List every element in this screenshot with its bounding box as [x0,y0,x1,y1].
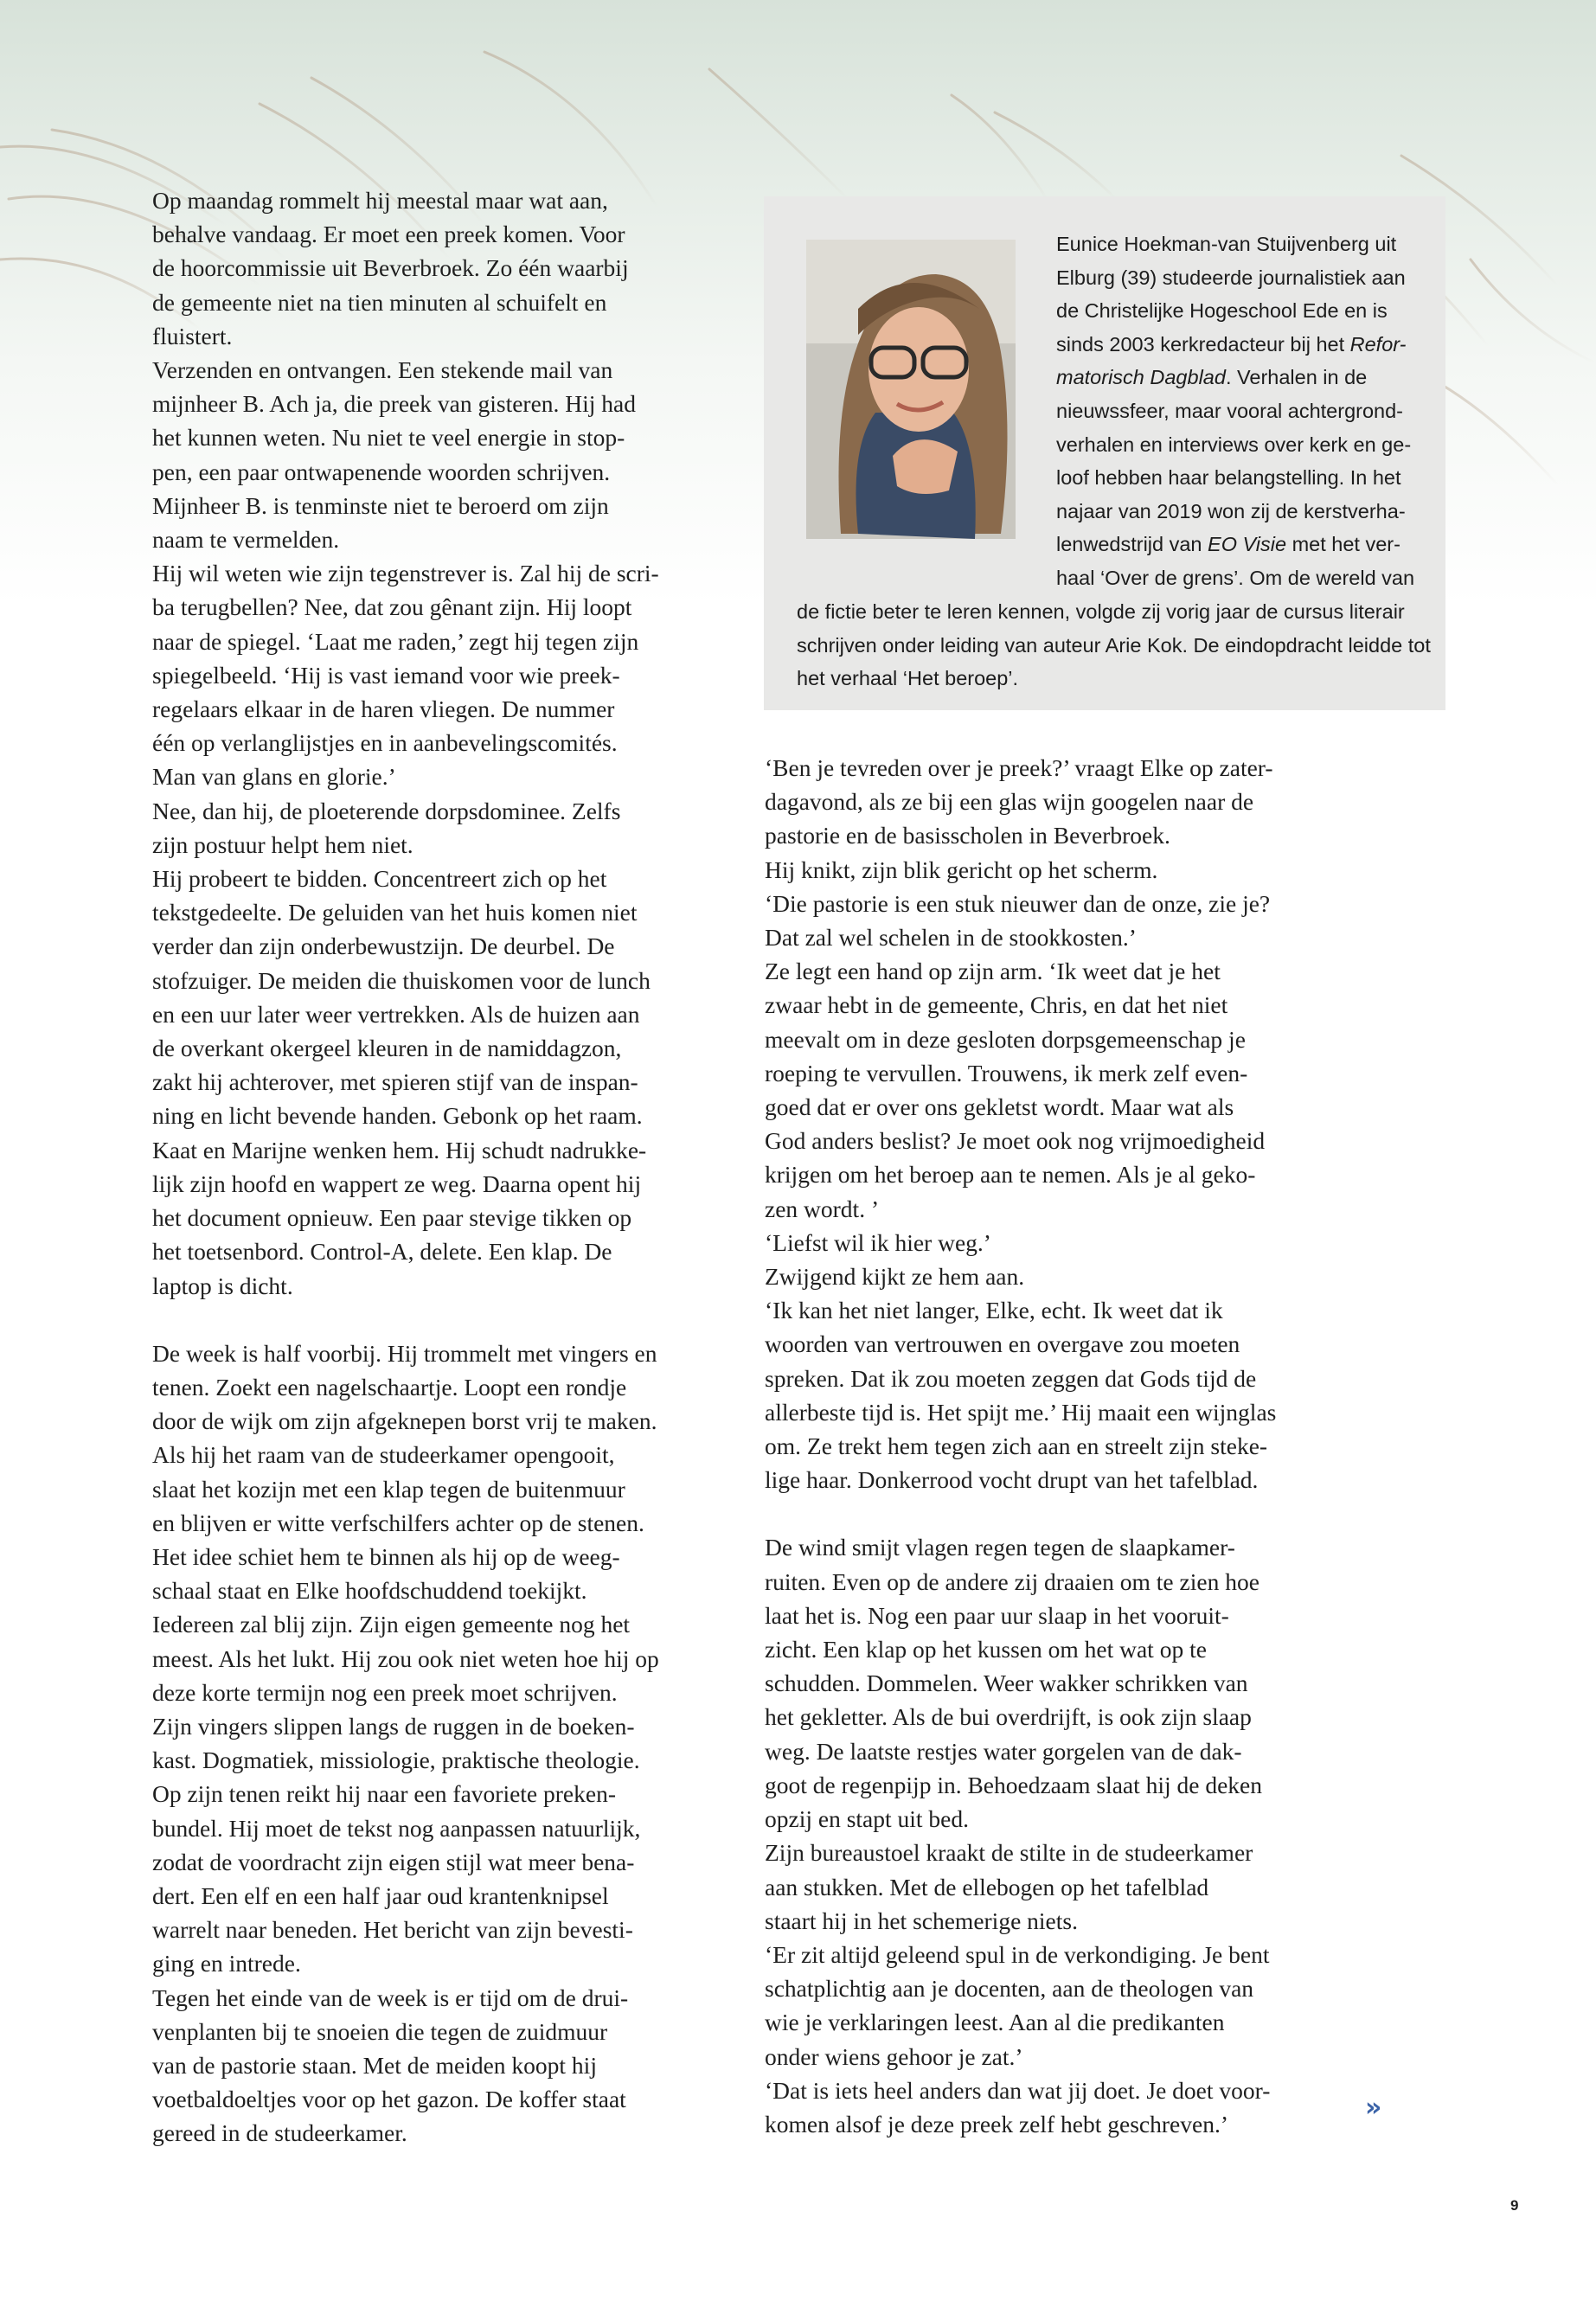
body-line: van de pastorie staan. Met de meiden koopt hij [152,2051,597,2079]
body-line: behalve vandaag. Er moet een preek komen. Voor [152,221,625,248]
body-line: het document opnieuw. Een paar stevige tikken op [152,1204,632,1232]
body-line: De wind smijt vlagen regen tegen de slaapkamer- [765,1534,1235,1561]
bio-line: Elburg (39) studeerde journalistiek aan [1056,266,1406,289]
newspaper-name-start: Refor- [1349,332,1407,356]
body-line: allerbeste tijd is. Het spijt me.’ Hij maait een wijnglas [765,1398,1277,1426]
body-line: de hoorcommissie uit Beverbroek. Zo één waarbij [152,254,629,282]
body-line: zicht. Een klap op het kussen om het wat op te [765,1636,1207,1663]
body-line: Als hij het raam van de studeerkamer opengooit, [152,1441,615,1469]
bio-line-part: lenwedstrijd van [1056,533,1208,556]
body-line: mijnheer B. Ach ja, die preek van gisteren. Hij had [152,390,636,418]
body-line: tekstgedeelte. De geluiden van het huis komen niet [152,899,638,926]
body-line: ‘Ik kan het niet langer, Elke, echt. Ik weet dat ik [765,1297,1223,1324]
body-line: de gemeente niet na tien minuten al schuifelt en [152,288,607,316]
body-line: zwaar hebt in de gemeente, Chris, en dat het niet [765,991,1228,1019]
body-line: ning en licht bevende handen. Gebonk op het raam. [152,1102,643,1130]
author-bio-box [764,196,1445,710]
body-line: het kunnen weten. Nu niet te veel energie in stop- [152,424,625,452]
body-line: gereed in de studeerkamer. [152,2119,407,2147]
body-line: warrelt naar beneden. Het bericht van zijn bevesti- [152,1916,633,1944]
bio-line [1056,328,1420,362]
body-line: ruiten. Even op de andere zij draaien om te zien hoe [765,1567,1259,1595]
body-line: De week is half voorbij. Hij trommelt met vingers en [152,1339,657,1367]
body-line: door de wijk om zijn afgeknepen borst vrij te maken. [152,1407,657,1435]
body-line: schatplichtig aan je docenten, aan de theologen van [765,1975,1254,2003]
body-line: Mijnheer B. is tenminste niet te beroerd om zijn [152,491,609,519]
bio-line: de Christelijke Hogeschool Ede en is [1056,299,1388,323]
body-line: ‘Dat is iets heel anders dan wat jij doet. Je doet voor- [765,2076,1271,2104]
continue-marker: » [1365,2093,1382,2123]
body-line: om. Ze trekt hem tegen zich aan en streelt zijn steke- [765,1433,1268,1460]
body-line: Hij wil weten wie zijn tegenstrever is. Zal hij de scri- [152,560,659,587]
paragraph-gap [152,1303,723,1336]
body-line: laat het is. Nog een paar uur slaap in het vooruit- [765,1601,1229,1629]
bio-line: de fictie beter te leren kennen, volgde zij vorig jaar de cursus literair [797,600,1405,623]
body-line: ba terugbellen? Nee, dat zou gênant zijn. Hij loopt [152,593,632,621]
body-line: tenen. Zoekt een nagelschaartje. Loopt een rondje [152,1373,627,1400]
body-line: Zwijgend kijkt ze hem aan. [765,1263,1025,1291]
bio-text-right [1056,228,1420,595]
body-line: Dat zal wel schelen in de stookkosten.’ [765,924,1137,952]
body-line: Hij knikt, zijn blik gericht op het scherm. [765,856,1158,883]
body-line: deze korte termijn nog een preek moet schrijven. [152,1678,618,1706]
body-line: ging en intrede. [152,1950,301,1977]
body-line: dagavond, als ze bij een glas wijn googelen naar de [765,788,1254,816]
body-line: Tegen het einde van de week is er tijd om de drui- [152,1984,629,2011]
body-line: stofzuiger. De meiden die thuiskomen voor de lunch [152,966,651,994]
body-line: Het idee schiet hem te binnen als hij op de weeg- [152,1542,620,1570]
body-line: ‘Die pastorie is een stuk nieuwer dan de onze, zie je? [765,889,1271,917]
body-line: zijn postuur helpt hem niet. [152,830,413,858]
author-photo [806,240,1016,539]
story-column-right [765,751,1370,2141]
body-line: laptop is dicht. [152,1272,293,1299]
body-line: lijk zijn hoofd en wappert ze weg. Daarna opent hij [152,1170,642,1197]
body-line: spiegelbeeld. ‘Hij is vast iemand voor wie preek- [152,661,620,689]
body-line: regelaars elkaar in de haren vliegen. De nummer [152,695,615,723]
body-line: komen alsof je deze preek zelf hebt geschreven.’ [765,2110,1228,2138]
bio-line: najaar van 2019 won zij de kerstverha- [1056,499,1406,522]
bio-line: loof hebben haar belangstelling. In het [1056,466,1401,490]
body-line: ‘Er zit altijd geleend spul in de verkondiging. Je bent [765,1940,1270,1968]
body-line: Op maandag rommelt hij meestal maar wat aan, [152,187,608,214]
body-line: één op verlanglijstjes en in aanbevelingscomités. [152,729,618,757]
body-line: staart hij in het schemerige niets. [765,1907,1078,1934]
bio-line: het verhaal ‘Het beroep’. [797,667,1019,690]
body-line: bundel. Hij moet de tekst nog aanpassen natuurlijk, [152,1814,641,1842]
body-line: aan stukken. Met de ellebogen op het tafelblad [765,1873,1209,1900]
body-line: de overkant okergeel kleuren in de namiddagzon, [152,1035,622,1062]
body-line: naar de spiegel. ‘Laat me raden,’ zegt hij tegen zijn [152,627,639,655]
newspaper-name-end: matorisch Dagblad [1056,366,1226,389]
body-line: zakt hij achterover, met spieren stijf van de inspan- [152,1068,638,1096]
body-line: wie je verklaringen leest. Aan al die predikanten [765,2009,1225,2036]
paragraph-gap [765,1497,1370,1530]
story-column-left [152,183,723,2150]
body-line: Kaat en Marijne wenken hem. Hij schudt nadrukke- [152,1136,647,1163]
bio-line-part: sinds 2003 kerkredacteur bij het [1056,332,1350,356]
body-line: naam te vermelden. [152,526,340,554]
body-line: schaal staat en Elke hoofdschuddend toekijkt. [152,1577,587,1605]
body-line: weg. De laatste restjes water gorgelen van de dak- [765,1737,1242,1765]
bio-line: nieuwssfeer, maar vooral achtergrond- [1056,399,1404,422]
body-line: kast. Dogmatiek, missiologie, praktische theologie. [152,1747,640,1774]
body-line: zen wordt. ’ [765,1195,880,1222]
body-line: onder wiens gehoor je zat.’ [765,2042,1023,2070]
body-line: pastorie en de basisscholen in Beverbroek. [765,822,1170,849]
bio-text-bottom [797,595,1437,695]
body-line: krijgen om het beroep aan te nemen. Als je al geko- [765,1161,1256,1189]
bio-line-part: . Verhalen in de [1225,366,1368,389]
bio-line-part: met het ver- [1286,533,1401,556]
bio-line: haal ‘Over de grens’. Om de wereld van [1056,566,1415,589]
body-line: fluistert. [152,322,233,349]
body-line: Op zijn tenen reikt hij naar een favoriete preken- [152,1780,616,1808]
body-line: dert. Een elf en een half jaar oud krantenknipsel [152,1881,609,1909]
body-line: schudden. Dommelen. Weer wakker schrikken van [765,1670,1248,1697]
body-line: God anders beslist? Je moet ook nog vrijmoedigheid [765,1127,1266,1155]
body-line: ‘Ben je tevreden over je preek?’ vraagt Elke op zater- [765,754,1273,781]
bio-line: Eunice Hoekman-van Stuijvenberg uit [1056,233,1397,255]
body-line: en een uur later weer vertrekken. Als de huizen aan [152,1000,640,1028]
body-line: Zijn vingers slippen langs de ruggen in de boeken- [152,1712,635,1740]
page-number: 9 [1510,2197,1519,2214]
bio-line [1056,528,1420,561]
body-line: meevalt om in deze gesloten dorpsgemeenschap je [765,1025,1246,1053]
magazine-name: EO Visie [1208,533,1287,556]
body-line: opzij en stapt uit bed. [765,1805,969,1833]
bio-line: schrijven onder leiding van auteur Arie Kok. De eindopdracht leidde tot [797,633,1431,657]
bio-line: verhalen en interviews over kerk en ge- [1056,433,1412,456]
body-line: goot de regenpijp in. Behoedzaam slaat hij de deken [765,1771,1263,1798]
body-line: het gekletter. Als de bui overdrijft, is ook zijn slaap [765,1703,1252,1731]
body-line: voetbaldoeltjes voor op het gazon. De koffer staat [152,2086,626,2113]
bio-line [1056,361,1420,394]
body-line: roeping te vervullen. Trouwens, ik merk zelf even- [765,1059,1248,1086]
body-line: goed dat er over ons gekletst wordt. Maar wat als [765,1093,1234,1121]
body-line: Hij probeert te bidden. Concentreert zich op het [152,865,607,893]
body-line: lige haar. Donkerrood vocht drupt van het tafelblad. [765,1466,1259,1494]
body-line: Zijn bureaustoel kraakt de stilte in de studeerkamer [765,1839,1253,1867]
body-line: meest. Als het lukt. Hij zou ook niet weten hoe hij op [152,1644,659,1672]
body-line: spreken. Dat ik zou moeten zeggen dat Gods tijd de [765,1364,1257,1392]
body-line: ‘Liefst wil ik hier weg.’ [765,1228,991,1256]
body-line: het toetsenbord. Control-A, delete. Een klap. De [152,1238,612,1266]
body-line: Man van glans en glorie.’ [152,763,396,791]
body-line: en blijven er witte verfschilfers achter op de stenen. [152,1509,644,1536]
body-line: pen, een paar ontwapenende woorden schrijven. [152,458,611,485]
body-line: Iedereen zal blij zijn. Zijn eigen gemeente nog het [152,1611,631,1638]
body-line: venplanten bij te snoeien die tegen de zuidmuur [152,2017,608,2045]
body-line: Verzenden en ontvangen. Een stekende mail van [152,356,613,384]
body-line: slaat het kozijn met een klap tegen de buitenmuur [152,1475,625,1503]
body-line: zodat de voordracht zijn eigen stijl wat meer bena- [152,1848,635,1875]
body-line: Nee, dan hij, de ploeterende dorpsdominee. Zelfs [152,797,621,824]
body-line: verder dan zijn onderbewustzijn. De deurbel. De [152,933,615,960]
body-line: woorden van vertrouwen en overgave zou moeten [765,1330,1240,1358]
body-line: Ze legt een hand op zijn arm. ‘Ik weet dat je het [765,958,1221,985]
